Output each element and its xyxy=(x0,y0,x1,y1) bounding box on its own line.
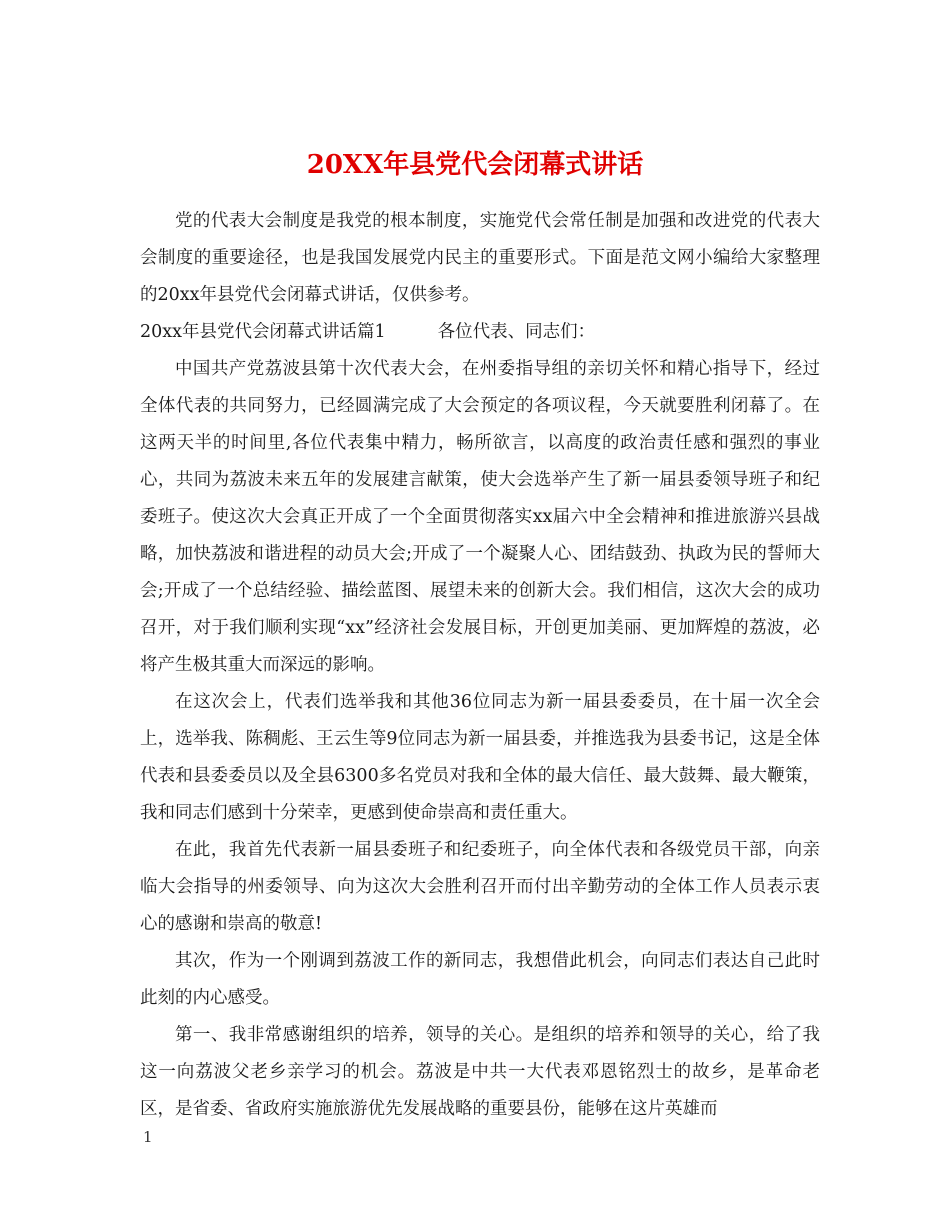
section-heading: 20xx年县党代会闭幕式讲话篇1 xyxy=(140,322,386,342)
body-paragraph: 中国共产党荔波县第十次代表大会，在州委指导组的亲切关怀和精心指导下，经过全体代表的共同努力，已经圆满完成了大会预定的各项议程，今天就要胜利闭幕了。在这两天半的时间里,各位代表集中精力，畅所欲言，以高度的政治责任感和强烈的事业心，共同为荔波未来五年的发展建言献策，使大会选举产生了新一届县委领导班子和纪委班子。使这次大会真正开成了一个全面贯彻落实xx届六中全会精神和推进旅游兴县战略，加快荔波和谐进程的动员大会;开成了一个凝聚人心、团结鼓劲、执政为民的誓师大会;开成了一个总结经验、描绘蓝图、展望未来的创新大会。我们相信，这次大会的成功召开，对于我们顺利实现“xx”经济社会发展目标，开创更加美丽、更加辉煌的荔波，必将产生极其重大而深远的影响。 xyxy=(140,359,820,675)
intro-paragraph: 党的代表大会制度是我党的根本制度，实施党代会常任制是加强和改进党的代表大会制度的重要途径，也是我国发展党内民主的重要形式。下面是范文网小编给大家整理的20xx年县党代会闭幕式讲话，仅供参考。 xyxy=(140,211,820,305)
document-title: 20XX年县党代会闭幕式讲话 xyxy=(306,150,644,181)
body-paragraph: 第一、我非常感谢组织的培养，领导的关心。是组织的培养和领导的关心，给了我这一向荔波父老乡亲学习的机会。荔波是中共一大代表邓恩铭烈士的故乡，是革命老区，是省委、省政府实施旅游优先发展战略的重要县份，能够在这片英雄而 xyxy=(140,1025,820,1119)
body-paragraph: 在这次会上，代表们选举我和其他36位同志为新一届县委委员，在十届一次全会上，选举我、陈稠彪、王云生等9位同志为新一届县委，并推选我为县委书记，这是全体代表和县委委员以及全县6300多名党员对我和全体的最大信任、最大鼓舞、最大鞭策，我和同志们感到十分荣幸，更感到使命崇高和责任重大。 xyxy=(140,692,820,823)
section-heading-line xyxy=(140,314,820,351)
body-paragraph: 在此，我首先代表新一届县委班子和纪委班子，向全体代表和各级党员干部，向亲临大会指导的州委领导、向为这次大会胜利召开而付出辛勤劳动的全体工作人员表示衷心的感谢和崇高的敬意! xyxy=(140,840,820,934)
page-number: 1 xyxy=(143,1128,153,1146)
document-body xyxy=(140,203,820,1128)
salutation: 各位代表、同志们： xyxy=(437,322,596,342)
body-paragraph: 其次，作为一个刚调到荔波工作的新同志，我想借此机会，向同志们表达自己此时此刻的内心感受。 xyxy=(140,951,820,1008)
